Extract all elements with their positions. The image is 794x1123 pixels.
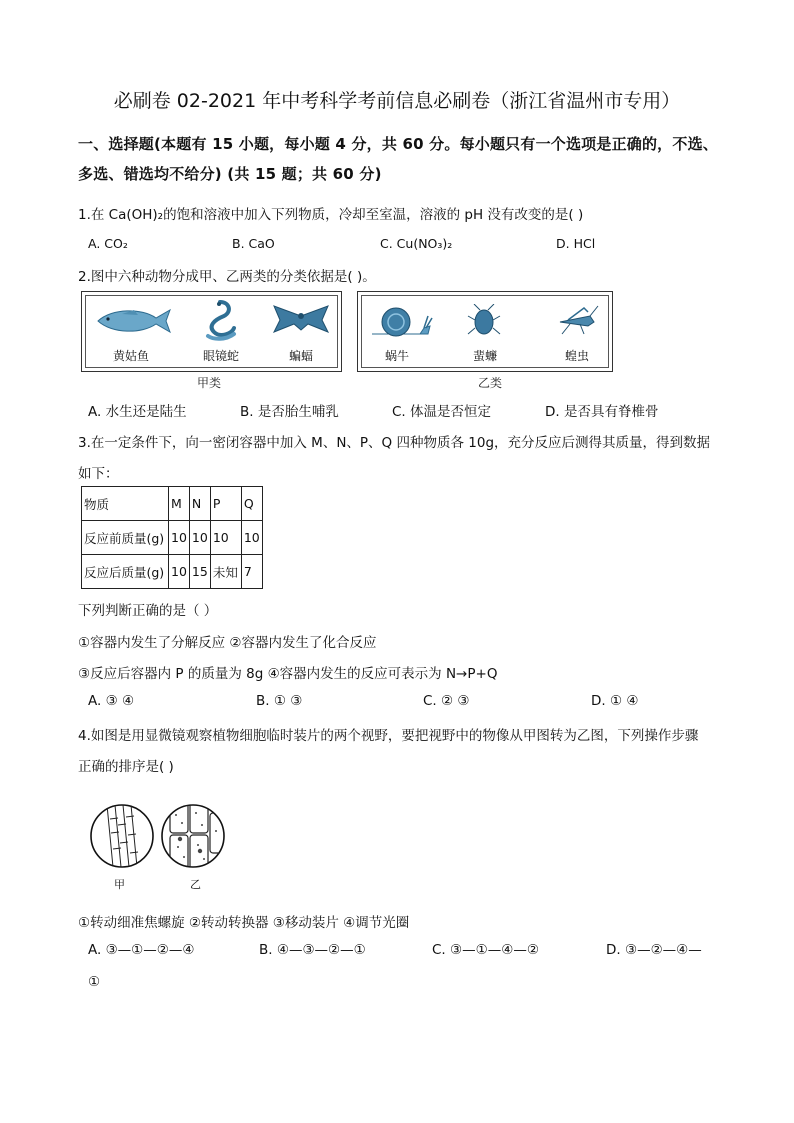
microscope-field-a-figure	[89, 803, 155, 869]
animal-label-fish: 黄姑鱼	[112, 349, 149, 363]
table-cell: 10	[169, 521, 190, 555]
table-header-row	[82, 487, 263, 521]
table-header-cell: N	[189, 487, 210, 521]
table-cell: 10	[241, 521, 262, 555]
animal-label-cockroach: 蜚蠊	[472, 349, 497, 363]
locust-icon	[554, 302, 600, 338]
group-a-panel	[81, 291, 342, 372]
q2-option-c: C. 体温是否恒定	[392, 404, 492, 420]
q4-option-c: C. ③—①—④—②	[432, 942, 539, 958]
q1-stem: 1.在 Ca(OH)₂的饱和溶液中加入下列物质，冷却至室温，溶液的 pH 没有改变的是( )	[78, 207, 584, 223]
table-cell: 15	[189, 555, 210, 589]
section-heading-line1: 一、选择题(本题有 15 小题，每小题 4 分，共 60 分。每小题只有一个选项是正确的，不选、	[78, 135, 718, 153]
table-cell: 未知	[210, 555, 241, 589]
q3-statements-line1: ①容器内发生了分解反应 ②容器内发生了化合反应	[78, 635, 377, 651]
group-b-label: 乙类	[478, 376, 503, 390]
q3-option-d: D. ① ④	[591, 693, 639, 709]
table-row	[82, 521, 263, 555]
q3-option-b: B. ① ③	[256, 693, 303, 709]
cockroach-icon	[466, 304, 502, 338]
table-cell: 10	[189, 521, 210, 555]
table-header-cell: 物质	[82, 487, 169, 521]
table-cell: 7	[241, 555, 262, 589]
fish-icon	[94, 306, 174, 336]
animal-label-bat: 蝙蝠	[288, 349, 313, 363]
section-heading-line2: 多选、错选均不给分) (共 15 题；共 60 分)	[78, 165, 382, 183]
q2-stem: 2.图中六种动物分成甲、乙两类的分类依据是( )。	[78, 269, 376, 285]
animal-label-snake: 眼镜蛇	[202, 349, 239, 363]
q4-option-a: A. ③—①—②—④	[88, 942, 195, 958]
table-cell: 反应前质量(g)	[82, 521, 169, 555]
q4-option-d-wrap: ①	[88, 974, 101, 990]
q3-prompt: 下列判断正确的是（ ）	[78, 603, 218, 619]
group-a-label: 甲类	[197, 376, 222, 390]
q4-stem-line2: 正确的排序是( )	[78, 759, 174, 775]
snail-icon	[368, 304, 434, 340]
q4-option-b: B. ④—③—②—①	[259, 942, 366, 958]
q1-option-b: B. CaO	[232, 236, 275, 251]
q2-option-b: B. 是否胎生哺乳	[240, 404, 339, 420]
animal-label-snail: 蜗牛	[384, 349, 409, 363]
table-header-cell: M	[169, 487, 190, 521]
group-b-panel	[357, 291, 613, 372]
table-header-cell: P	[210, 487, 241, 521]
q1-option-c: C. Cu(NO₃)₂	[380, 236, 453, 251]
q3-statements-line2: ③反应后容器内 P 的质量为 8g ④容器内发生的反应可表示为 N→P+Q	[78, 666, 498, 682]
figure-label-a: 甲	[114, 878, 125, 891]
q3-option-c: C. ② ③	[423, 693, 470, 709]
q2-option-d: D. 是否具有脊椎骨	[545, 404, 659, 420]
table-cell: 10	[210, 521, 241, 555]
q2-option-a: A. 水生还是陆生	[88, 404, 187, 420]
q4-option-d: D. ③—②—④—	[606, 942, 702, 958]
table-cell: 反应后质量(g)	[82, 555, 169, 589]
q4-steps: ①转动细准焦螺旋 ②转动转换器 ③移动装片 ④调节光圈	[78, 915, 410, 931]
bat-icon	[270, 302, 332, 336]
animal-label-locust: 蝗虫	[564, 349, 589, 363]
q3-option-a: A. ③ ④	[88, 693, 135, 709]
table-row	[82, 555, 263, 589]
table-header-cell: Q	[241, 487, 262, 521]
q1-option-a: A. CO₂	[88, 236, 128, 251]
q4-stem-line1: 4.如图是用显微镜观察植物细胞临时装片的两个视野，要把视野中的物像从甲图转为乙图，下列操作步骤	[78, 728, 699, 744]
q3-stem-line2: 如下：	[78, 466, 119, 482]
q3-data-table	[81, 486, 263, 589]
snake-icon	[200, 298, 240, 342]
q3-stem-line1: 3.在一定条件下，向一密闭容器中加入 M、N、P、Q 四种物质各 10g，充分反应后测得其质量，得到数据	[78, 435, 711, 451]
document-title: 必刷卷 02-2021 年中考科学考前信息必刷卷（浙江省温州市专用）	[113, 90, 681, 112]
q1-option-d: D. HCl	[556, 236, 596, 251]
microscope-field-b-figure	[160, 803, 226, 869]
table-cell: 10	[169, 555, 190, 589]
figure-label-b: 乙	[190, 878, 201, 891]
